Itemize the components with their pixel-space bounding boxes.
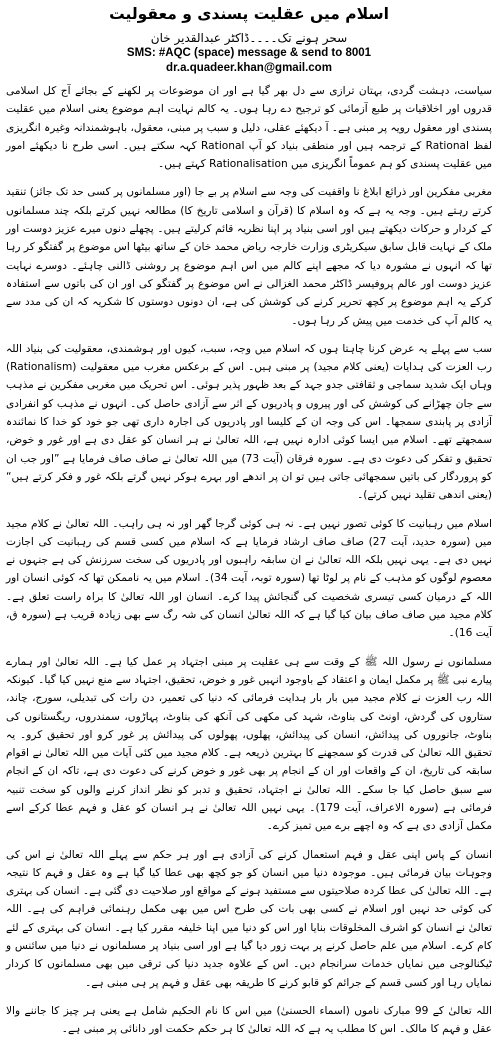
paragraph: انسان کے پاس اپنی عقل و فہم استعمال کرنے کی آزادی ہے اور ہر حکم سے پہلے اللہ تعالیٰ نے اس کی وجوہات بیان فرمائی ہیں۔ موجودہ دنیا میں انسان کو جو کچھ بھی عطا کیا گیا ہے وہ عقل و فہم کا نتیجہ ہے۔ اللہ تعالیٰ کی عطا کردہ صلاحیتوں سے مستفید ہونے کے مواقع اور صلاحیت دی گئی ہے۔ انسان کی بہتری کی کوئی حد نہیں اور اسلام نے کسی بھی بات کی طرح اس میں بھی مکمل رہنمائی فراہم کی ہے۔ اللہ تعالیٰ نے انسان کو اشرف المخلوقات بنایا اور اس کو دنیا میں اپنا خلیفہ مقرر کیا ہے۔ انسان کی بہتری کے لئے کام کرے۔ اسلام میں علم حاصل کرنے پر بہت زور دیا گیا ہے اور اسی بنیاد پر مسلمانوں نے دنیا میں سائنس و ٹیکنالوجی میں نمایاں خدمات سرانجام دیں۔ اس کے علاوہ جدید دنیا کی ترقی میں بھی مسلمانوں کا کردار نمایاں رہا اور کسی قسم کے جرائم کو قابو کرنے کا طریقہ بھی عقل و فہم پر ہی مبنی ہے۔ (6, 848, 492, 989)
paragraph: مغربی مفکرین اور ذرائع ابلاغ نا واقفیت کی وجہ سے اسلام پر بے جا (اور مسلمانوں پر کسی حد تک جائز) تنقید کرتے رہتے ہیں۔ وجہ یہ ہے کہ وہ اسلام کا (قرآن و اسلامی تاریخ کا) مطالعہ نہیں کرتے بلکہ چند مسلمانوں کے کردار و حرکات دیکھتے ہیں اور اسی بنیاد پر اپنا نظریہ قائم کرلیتے ہیں۔ پچھلے دنوں میرے عزیز دوست اور ملک کے نہایت قابل سابق سیکریٹری وزارت خارجہ ریاض محمد خان کے ساتھ بیٹھا اس موضوع پر گفتگو کر رہا تھا کہ انہوں نے مشورہ دیا کہ مجھے اپنے کالم میں اس اہم موضوع پر روشنی ڈالنی چاہئے۔ دوسرے نہایت عزیز دوست اور عالم پروفیسر ڈاکٹر محمد الغزالی نے اس موضوع پر گفتگو کی اور ان کی باتوں سے استفادہ کرکے یہ اہم موضوع پر کچھ تحریر کرنے کی کوشش کی ہے، ان دونوں دوستوں کا شکریہ کہ ان کی مدد سے یہ کالم آپ کی خدمت میں پیش کر رہا ہوں۔ (5, 186, 492, 327)
article-title: اسلام میں عقلیت پسندی و معقولیت (109, 5, 389, 23)
article-body (6, 82, 492, 1039)
paragraph: سیاست، دہشت گردی، بہتان ترازی سے دل بھر گیا ہے اور ان موضوعات پر لکھنے کے بجائے آج کل اسلامی قدروں اور اخلاقیات پر طبع آزمائی کو ترجیح دے رہا ہوں۔ یہ کالم نہایت اہم موضوع یعنی اسلام میں عقلیت پسندی اور معقول رویہ پر مبنی ہے۔ آ دیکھئے عقلی، دلیل و سبب پر مبنی، معقول، باہوشمندانہ وغیرہ انگریزی لفظ Rational کے ترجمہ ہیں اور منطقی بنیاد کو آپ Rational کہہ سکتے ہیں۔ اسی طرح نا دیکھئے امور میں عقلیت پسندی کو ہم عموماً انگریزی میں Rationalisation کہتے ہیں۔ (6, 85, 492, 171)
byline: سحر ہونے تک۔۔۔۔ڈاکٹر عبدالقدیر خان (150, 31, 348, 45)
paragraph: اللہ تعالیٰ کے 99 مبارک ناموں (اسماء الحسنیٰ) میں اس کا نام الحکیم شامل ہے یعنی ہر چیز کا جاننے والا عقل و فہم کا مالک۔ اس کا مطلب یہ ہے کہ اللہ تعالیٰ کا ہر حکم حکمت اور دانائی پر مبنی ہے۔ (6, 1004, 492, 1036)
paragraph: سب سے پہلے یہ عرض کرنا چاہتا ہوں کہ اسلام میں وجہ، سبب، کیوں اور ہوشمندی، معقولیت کی بنیاد اللہ رب العزت کی ہدایات (یعنی کلام مجید) پر مبنی ہیں۔ اس کے برعکس مغرب میں معقولیت (Rationalism) وہاں ایک شدید سماجی و ثقافتی جدو جہد کے بعد ظہور پذیر ہوئی۔ اس تحریک میں مغربی مفکرین نے مذہب سے جان چھڑانے کی کوشش کی اور پیروں و پادریوں کے اثر سے آزادی حاصل کی۔ انہوں نے مذہب کو انفرادی آزادی پر پابندی سمجھا۔ اس کی وجہ ان کے کلیسا اور پادریوں کی اجارہ داری تھی جو خود کو خدا کا نمائندہ سمجھتے تھے۔ اسلام میں ایسا کوئی ادارہ نہیں ہے، اللہ تعالیٰ نے ہر انسان کو عقل دی ہے اور غور و خوض، تحقیق و تفکر کی دعوت دی ہے۔ سورہ فرقان (آیت 73) میں اللہ تعالیٰ نے صاف صاف فرمایا ہے ”اور جب ان کو پروردگار کی باتیں سمجھائی جاتی ہیں تو ان پر اندھے اور بہرے ہوکر نہیں گرتے بلکہ غور و فکر کرتے ہیں“ (یعنی اندھی تقلید نہیں کرتے)۔ (6, 342, 492, 502)
sms-line: SMS: #AQC (space) message & send to 8001 (126, 47, 372, 59)
email-address[interactable]: dr.a.quadeer.khan@gmail.com (166, 62, 332, 74)
paragraph: اسلام میں رہبانیت کا کوئی تصور نہیں ہے۔ نہ ہی کوئی گرجا گھر اور نہ ہی راہب۔ اللہ تعالیٰ نے کلام مجید میں (سورہ حدید، آیت 27) صاف صاف ارشاد فرمایا ہے کہ اسلام میں کسی قسم کی رہبانیت کی اجازت نہیں دی ہے۔ یہی نہیں بلکہ اللہ تعالیٰ نے ان سابقہ راہبوں اور پادریوں کی سخت سرزنش کی ہے جنہوں نے معصوم لوگوں کو مذہب کے نام پر لوٹا تھا (سورہ توبہ، آیت 34)۔ اسلام میں یہ ناممکن تھا کہ کوئی انسان اور اللہ کے درمیان کسی تیسری شخصیت کی گنجائش پیدا کرے۔ انسان اور اللہ تعالیٰ کا براہ راست تعلق ہے۔ کلام مجید میں صاف صاف بیان کیا گیا ہے کہ اللہ تعالیٰ انسان کی شہ رگ سے بھی زیادہ قریب ہے (سورہ ق، آیت 16)۔ (6, 517, 492, 640)
paragraph: مسلمانوں نے رسول اللہ ﷺ کے وقت سے ہی عقلیت پر مبنی اجتہاد پر عمل کیا ہے۔ اللہ تعالیٰ اور ہمارے پیارے نبی ﷺ پر مکمل ایمان و اعتقاد کے باوجود انہیں غور و خوض، تحقیق، اجتہاد سے منع نہیں کیا گیا۔ کیونکہ اللہ رب العزت نے کلام مجید میں بار بار ہدایت فرمائی کہ دنیا کی تعمیر، دن رات کی تبدیلی، سورج، چاند، ستاروں کی گردش، اونٹ کی بناوٹ، شہد کی مکھی کی آنکھ کی بناوٹ، پہاڑوں، سمندروں، ریگستانوں کی بناوٹ، جانوروں کی پیدائش، انسان کی پیدائش، پھلوں، پھولوں کی پیدائش پر غور کرو اور تحقیق کرو۔ یہ تحقیق اللہ تعالیٰ کی قدرت کو سمجھنے کا بہترین ذریعہ ہے۔ کلام مجید میں کئی آیات میں اللہ تعالیٰ نے اقوام سابقہ کی تاریخ، ان کے واقعات اور ان کے انجام پر بھی غور و خوض کرنے کی دعوت دی ہے، تاکہ ان کے انجام سے سبق حاصل کیا جا سکے۔ اللہ تعالیٰ نے اجتہاد، تحقیق و تدبر کو نظر انداز کرنے والوں کو سخت تنبیہ فرمائی ہے (سورہ الاعراف، آیت 179)۔ یہی نہیں اللہ تعالیٰ نے ہر انسان کو عقل و فہم عطا کرکے اسے مکمل آزادی دی ہے کہ وہ اچھے برے میں تمیز کرے۔ (6, 655, 492, 833)
